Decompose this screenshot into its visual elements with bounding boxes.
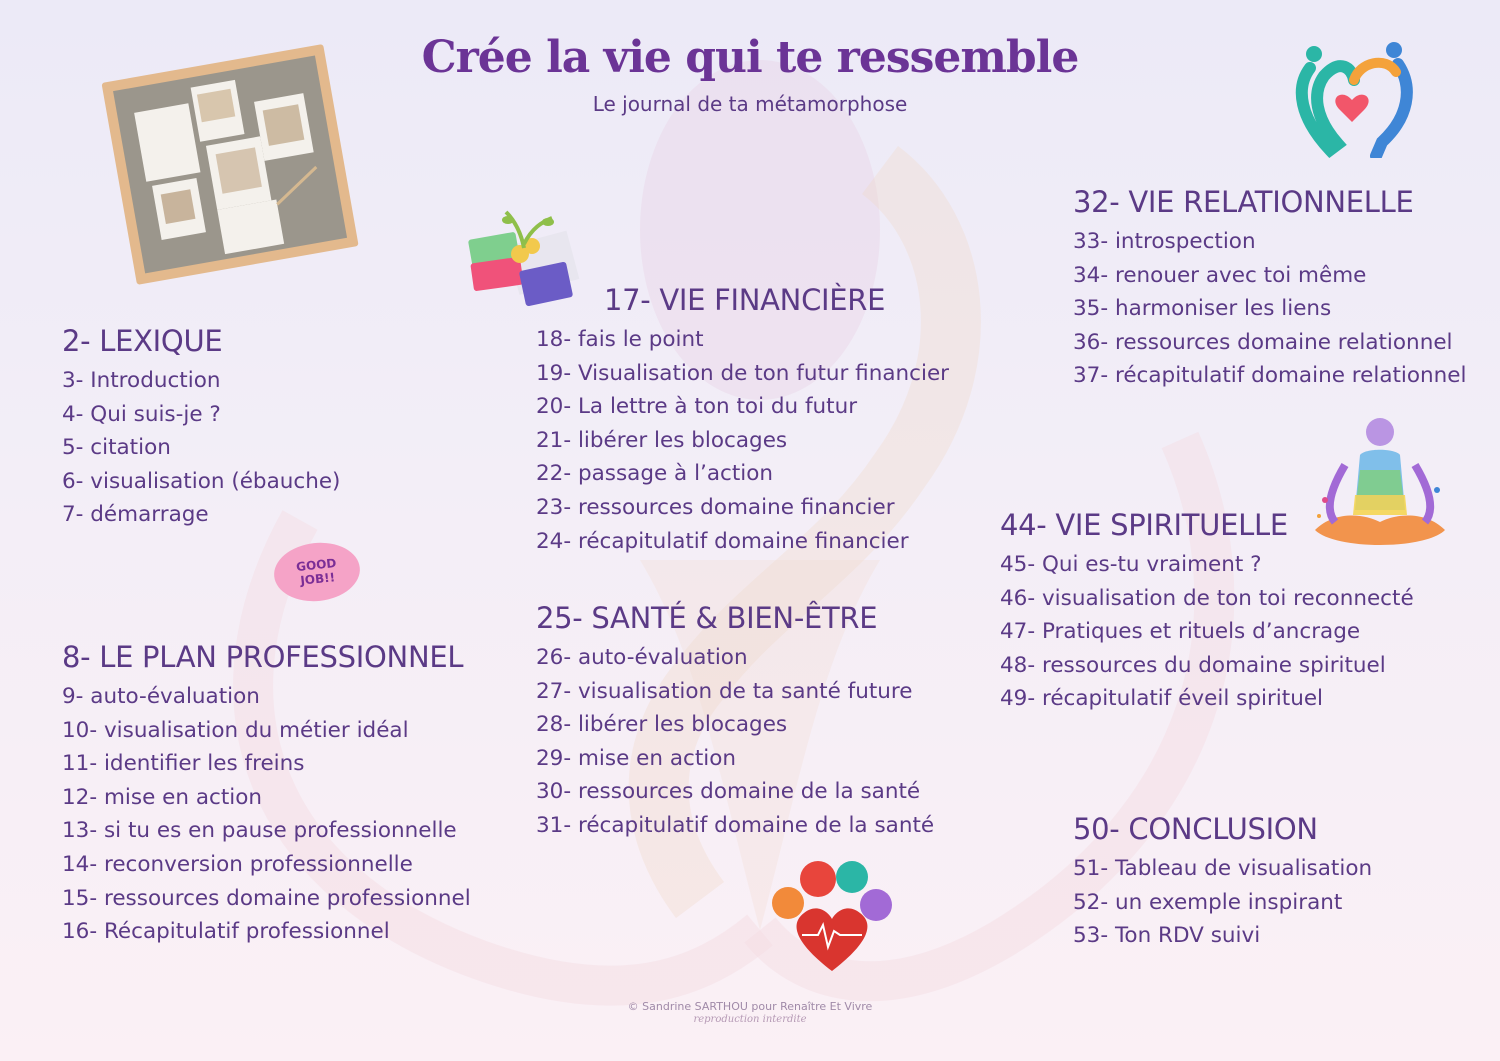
section-sante xyxy=(536,601,934,843)
list-item: 53- Ton RDV suivi xyxy=(1073,923,1261,949)
list-item: 46- visualisation de ton toi reconnecté xyxy=(1000,585,1414,611)
section-vie-financiere xyxy=(536,283,949,558)
list-item: 22- passage à l’action xyxy=(536,461,774,487)
list-item: 21- libérer les blocages xyxy=(536,427,788,453)
section-vie-spirituelle xyxy=(1000,508,1414,716)
list-item: 5- citation xyxy=(62,435,171,461)
list-item: 11- identifier les freins xyxy=(62,751,305,777)
list-item: 3- Introduction xyxy=(62,368,221,393)
section-conclusion xyxy=(1073,812,1372,953)
list-item: 10- visualisation du métier idéal xyxy=(62,717,409,743)
page-subtitle: Le journal de ta métamorphose xyxy=(592,92,908,116)
list-item: 24- récapitulatif domaine financier xyxy=(536,528,909,554)
section-heading: 44- VIE SPIRITUELLE xyxy=(1000,508,1288,542)
list-item: 34- renouer avec toi même xyxy=(1073,262,1367,288)
section-heading: 32- VIE RELATIONNELLE xyxy=(1073,185,1414,219)
couple-heart-icon xyxy=(1290,38,1420,158)
list-item: 6- visualisation (ébauche) xyxy=(62,468,341,494)
list-item: 14- reconversion professionnelle xyxy=(62,851,413,877)
list-item: 28- libérer les blocages xyxy=(536,712,788,738)
section-heading: 50- CONCLUSION xyxy=(1073,812,1318,846)
list-item: 18- fais le point xyxy=(536,327,704,352)
list-item: 31- récapitulatif domaine de la santé xyxy=(536,812,935,838)
list-item: 35- harmoniser les liens xyxy=(1073,296,1332,322)
section-heading: 25- SANTÉ & BIEN-ÊTRE xyxy=(536,601,878,635)
list-item: 51- Tableau de visualisation xyxy=(1073,856,1373,881)
good-job-text: GOOD JOB!! xyxy=(295,555,337,588)
list-item: 9- auto-évaluation xyxy=(62,684,260,709)
list-item: 4- Qui suis-je ? xyxy=(62,401,221,427)
list-item: 47- Pratiques et rituels d’ancrage xyxy=(1000,619,1361,645)
section-heading: 2- LEXIQUE xyxy=(62,324,223,358)
section-vie-relationnelle xyxy=(1073,185,1467,393)
page-title: Crée la vie qui te ressemble xyxy=(421,32,1079,83)
list-item: 30- ressources domaine de la santé xyxy=(536,779,921,805)
good-job-sticker xyxy=(271,539,363,606)
list-item: 33- introspection xyxy=(1073,229,1256,254)
list-item: 27- visualisation de ta santé future xyxy=(536,678,913,704)
list-item: 52- un exemple inspirant xyxy=(1073,889,1343,915)
list-item: 26- auto-évaluation xyxy=(536,645,748,670)
list-item: 36- ressources domaine relationnel xyxy=(1073,329,1453,355)
list-item: 48- ressources du domaine spirituel xyxy=(1000,652,1386,678)
list-item: 37- récapitulatif domaine relationnel xyxy=(1073,363,1467,389)
list-item: 29- mise en action xyxy=(536,745,736,771)
footer-credit: © Sandrine SARTHOU pour Renaître Et Vivre xyxy=(627,1000,873,1013)
list-item: 15- ressources domaine professionnel xyxy=(62,885,471,911)
list-item: 12- mise en action xyxy=(62,784,262,810)
section-lexique xyxy=(62,324,340,532)
list-item: 7- démarrage xyxy=(62,502,209,528)
list-item: 20- La lettre à ton toi du futur xyxy=(536,394,858,420)
list-item: 23- ressources domaine financier xyxy=(536,494,895,520)
section-heading: 8- LE PLAN PROFESSIONNEL xyxy=(62,640,464,674)
section-plan-professionnel xyxy=(62,640,471,949)
list-item: 19- Visualisation de ton futur financier xyxy=(536,360,950,386)
moodboard-illustration xyxy=(100,42,360,292)
list-item: 16- Récapitulatif professionnel xyxy=(62,919,390,945)
footer xyxy=(0,1000,1500,1026)
list-item: 13- si tu es en pause professionnelle xyxy=(62,818,457,844)
section-heading: 17- VIE FINANCIÈRE xyxy=(604,283,886,317)
list-item: 45- Qui es-tu vraiment ? xyxy=(1000,552,1262,577)
footer-note: reproduction interdite xyxy=(693,1014,807,1025)
list-item: 49- récapitulatif éveil spirituel xyxy=(1000,686,1324,712)
health-icon xyxy=(768,855,898,975)
